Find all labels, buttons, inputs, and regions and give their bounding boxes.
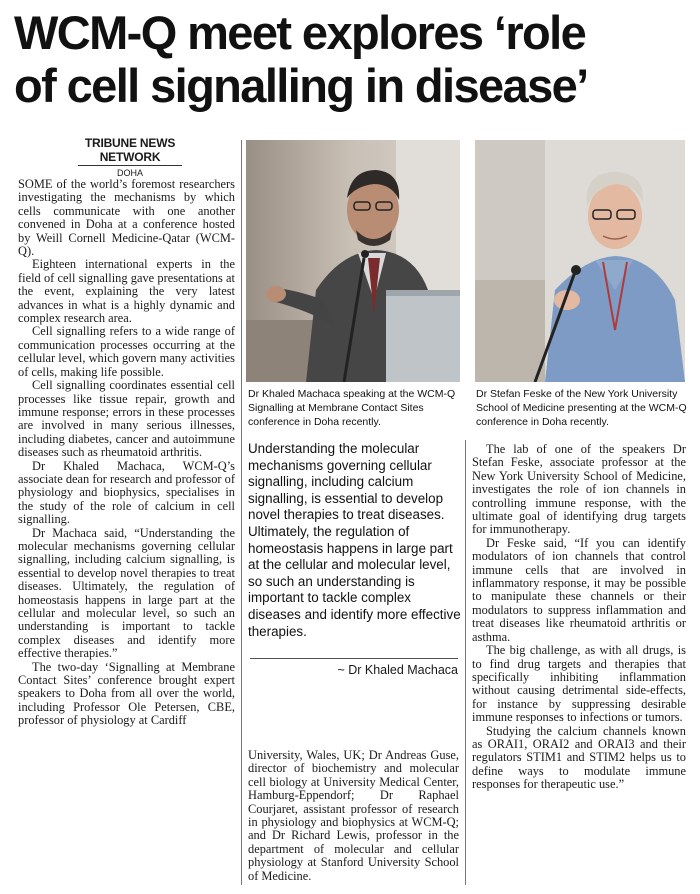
pull-quote-attribution: ~ Dr Khaled Machaca — [337, 663, 458, 677]
col2-paragraph: University, Wales, UK; Dr Andreas Guse, director of biochemistry and molecular cell biology at University Medical Center, Hamburg-Eppendorf; Dr Raphael Courjaret, assistant professor of research in physiology and biophysics at WCM-Q; and Dr Richard Lewis, professor in the department of molecular and cellular physiology at Stanford University School of Medicine. — [248, 748, 459, 883]
column-2 — [248, 749, 459, 883]
byline-location: DOHA — [116, 168, 143, 178]
col1-paragraph: Dr Machaca said, “Understanding the molecular mechanisms governing cellular signalling, including calcium signalling, is essential to develop novel therapies to treat diseases. Ultimately, the regulation of homeostasis happens in large part at the cellular and molecular level, so such an understanding is important to tackle complex diseases and identify more effective therapies.” — [18, 525, 235, 661]
headline — [14, 6, 694, 112]
pull-quote-underline — [250, 658, 458, 659]
pull-quote: Understanding the molecular mechanisms governing cellular signalling, including calcium signalling, is essential to develop novel therapies to treat diseases. Ultimately, the regulation of homeostasis happens in large part at the cellular and molecular level, so such an understanding is important to tackle complex diseases and identify more effective therapies. — [248, 441, 461, 639]
rule-col1-col2 — [241, 140, 242, 885]
byline-org: TRIBUNE NEWS NETWORK — [84, 136, 176, 164]
headline-line-2: of cell signalling in disease’ — [14, 59, 588, 112]
col1-paragraph: The two-day ‘Signalling at Membrane Contact Sites’ conference brought expert speakers to Doha from all over the world, including Professor Ole Petersen, CBE, professor of physiology at Cardiff — [18, 659, 235, 728]
col1-paragraph: Dr Khaled Machaca, WCM-Q’s associate dean for research and professor of physiology and biophysics, specialises in the study of the role of calcium in cell signalling. — [18, 458, 235, 527]
photo-stefan-feske — [475, 140, 685, 382]
column-1 — [18, 178, 235, 728]
col1-paragraph: Cell signalling coordinates essential cell processes like tissue repair, growth and immune response; errors in these processes are involved in many serious illnesses, including diabetes, cancer and autoimmune diseases such as rheumatoid arthritis. — [18, 378, 235, 460]
column-3 — [472, 443, 686, 792]
col1-paragraph: SOME of the world’s foremost researchers investigating the mechanisms by which cells communicate with one another convened in Doha at a conference hosted by Weill Cornell Medicine-Qatar (WCM-Q). — [18, 177, 235, 259]
photo-khaled-machaca — [246, 140, 460, 382]
col3-paragraph: Dr Feske said, “If you can identify modulators of ion channels that control immune cells that are involved in inflammatory response, it may be possible to manipulate these channels or their modulators to suppress inflammation and treat diseases like rheumatoid arthritis or asthma. — [472, 535, 686, 644]
rule-col2-col3 — [465, 440, 466, 885]
byline-rule — [78, 165, 182, 166]
col3-paragraph: Studying the calcium channels known as ORAI1, ORAI2 and ORAI3 and their regulators STIM1 and STIM2 helps us to define ways to modulate immune responses for therapeutic use.” — [472, 723, 686, 792]
headline-line-1: WCM-Q meet explores ‘role — [14, 6, 586, 59]
col1-paragraph: Eighteen international experts in the field of cell signalling gave presentations at the event, explaining the very latest advances in what is a highly dynamic and complex research area. — [18, 257, 235, 326]
byline — [70, 136, 190, 178]
caption-photo-1: Dr Khaled Machaca speaking at the WCM-Q Signalling at Membrane Contact Sites conference in Doha recently. — [248, 388, 456, 428]
caption-photo-2: Dr Stefan Feske of the New York University School of Medicine presenting at the WCM-Q conference in Doha recently. — [476, 388, 687, 428]
col1-paragraph: Cell signalling refers to a wide range of communication processes occurring at the cellular level, which govern many activities of cells, making life possible. — [18, 324, 235, 379]
col3-paragraph: The big challenge, as with all drugs, is to find drug targets and therapies that specifically inhibiting inflammation without causing detrimental side-effects, for instance by suppressing desirable immune responses to infections or tumors. — [472, 643, 686, 725]
col3-paragraph: The lab of one of the speakers Dr Stefan Feske, associate professor at the New York University School of Medicine, investigates the role of ion channels in controlling immune response, with the ultimate goal of identifying drug targets for immunotherapy. — [472, 442, 686, 537]
